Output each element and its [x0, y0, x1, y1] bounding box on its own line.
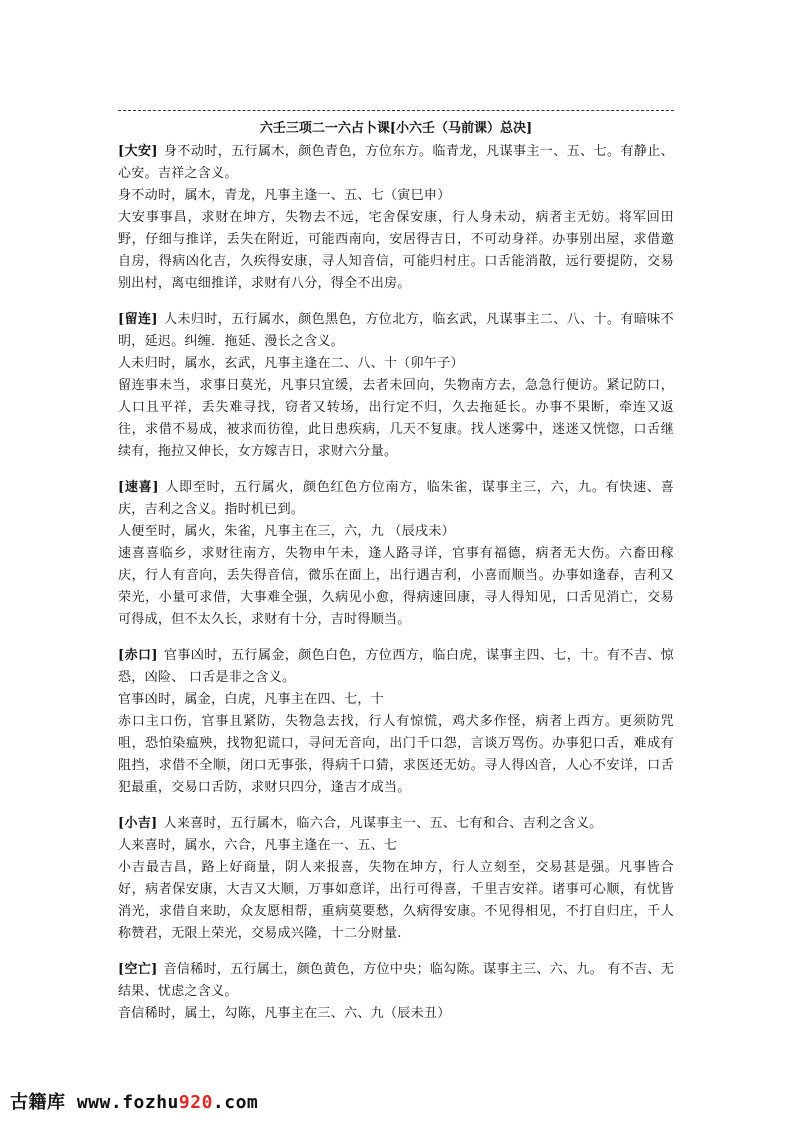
section-header — [118, 959, 674, 1003]
section-summary: 身不动时，属木，青龙，凡事主逢一、五、七（寅巳申） — [118, 188, 451, 203]
section-name: [速喜] — [118, 480, 159, 495]
section-summary: 人未归时，属水，玄武，凡事主逢在二、八、十（卯午子） — [118, 356, 464, 371]
section-detail: 赤口主口伤，官事且紧防，失物急去找，行人有惊慌，鸡犬多作怪，病者上西方。更须防咒咀，恐怕染瘟殃，找物犯谎口，寻问无音向，出门千口怨，言谈万骂伤。办事犯口舌，难成有阻挡，求借不全顺，闭口无事张，得病千口猜，求医还无妨。寻人得凶音，人心不安详，口舌犯最重，交易口舌防，求财只四分，逢吉才成当。 — [118, 714, 674, 795]
section-summary: 音信稀时，属土，勾陈，凡事主在三、六、九（辰未丑） — [118, 1006, 451, 1021]
section-description: 人即至时，五行属火，颜色红色方位南方，临朱雀，谋事主三，六，九。有快速、喜庆，吉利之含义。指时机已到。 — [118, 480, 674, 517]
section-summary: 官事凶时，属金，白虎，凡事主在四、七，十 — [118, 692, 385, 707]
site-url-number: 920 — [178, 1092, 213, 1113]
section-detail: 速喜喜临乡，求财往南方，失物申午未，逢人路寻详，官事有福德，病者无大伤。六畜田稼庆，行人有音向，丢失得音信，微乐在面上，出行遇吉利，小喜而顺当。办事如逢春，吉利又荣光，小量可求借，大事难全强，久病见小愈，得病速回康，寻人得知见，口舌见消亡，交易可得成，但不太久长，求财有十分，吉时得顺当。 — [118, 546, 674, 627]
section-detail: 小吉最吉昌，路上好商量，阴人来报喜，失物在坤方，行人立刻至，交易甚是强。凡事皆合好，病者保安康，大吉又大顺，万事如意详，出行可得喜，千里吉安祥。诸事可心顺，有忧皆消光，求借自来助，众友愿相帮，重病莫要愁，久病得安康。不见得相见，不打自归庄，千人称赞君，无限上荣光，交易成兴隆，十二分财量. — [118, 860, 674, 941]
section-daan — [118, 141, 674, 295]
section-kongwang — [118, 959, 674, 1025]
section-liulian — [118, 309, 674, 463]
section-suxi — [118, 477, 674, 631]
section-name: [空亡] — [118, 962, 158, 977]
section-detail: 大安事事昌，求财在坤方，失物去不远，宅舍保安康，行人身未动，病者主无妨。将军回田野，仔细与推详，丢失在附近，可能西南向，安居得吉日，不可动身祥。办事别出屋，求借邀自房，得病凶化吉，久疾得安康，寻人知音信，可能归村庄。口舌能消散，远行要提防，交易别出村，离屯细推详，求财有八分，得全不出房。 — [118, 210, 674, 291]
section-detail: 留连事未当，求事日莫光，凡事只宜缓，去者未回向，失物南方去，急急行便访。紧记防口，人口且平祥，丢失难寻找，窃者又转场，出行定不归，久去拖延长。办事不果断，牵连又返往，求借不易成，被求而彷徨，此日患疾病，几天不复康。找人迷雾中，迷迷又恍惚，口舌继续有，拖拉又伸长，女方嫁吉日，求财六分量。 — [118, 378, 674, 459]
section-name: [留连] — [118, 312, 158, 327]
section-description: 人未归时，五行属水，颜色黑色，方位北方，临玄武，凡谋事主二、八、十。有暗味不明，延迟。纠缠．拖延、漫长之含义。 — [118, 312, 674, 349]
site-url: www.fozhu920.com — [76, 1092, 259, 1113]
section-summary: 人来喜时，属水，六合，凡事主逢在一、五、七 — [118, 838, 398, 853]
section-header — [118, 309, 674, 353]
section-description: 官事凶时，五行属金，颜色白色，方位西方，临白虎，谋事主四、七，十。有不吉、惊恐，凶险、 口舌是非之含义。 — [118, 648, 674, 685]
section-chikou — [118, 645, 674, 799]
section-description: 人来喜时，五行属木，临六合，凡谋事主一、五、七有和合、吉利之含义。 — [163, 816, 603, 831]
section-description: 身不动时，五行属木，颜色青色，方位东方。临青龙，凡谋事主一、五、七。有静止、心安。吉祥之含义。 — [118, 144, 674, 181]
document-page — [118, 100, 674, 1039]
section-name: [小吉] — [118, 816, 158, 831]
section-header — [118, 813, 674, 835]
section-header — [118, 477, 674, 521]
section-name: [大安] — [118, 144, 158, 159]
site-watermark — [10, 1088, 258, 1114]
section-header — [118, 141, 674, 185]
dashed-divider — [118, 100, 674, 111]
section-description: 音信稀时，五行属土，颜色黄色，方位中央；临勾陈。谋事主三、六、九。 有不吉、无结果、忧虑之含义。 — [118, 962, 674, 999]
section-summary: 人便至时，属火，朱雀，凡事主在三，六，九 （辰戌未） — [118, 524, 455, 539]
section-xiaoji — [118, 813, 674, 945]
section-header — [118, 645, 674, 689]
site-name: 古籍库 — [10, 1092, 66, 1113]
document-title: 六壬三项二一六占卜课[小六壬（马前课）总决] — [259, 121, 533, 136]
section-name: [赤口] — [118, 648, 158, 663]
